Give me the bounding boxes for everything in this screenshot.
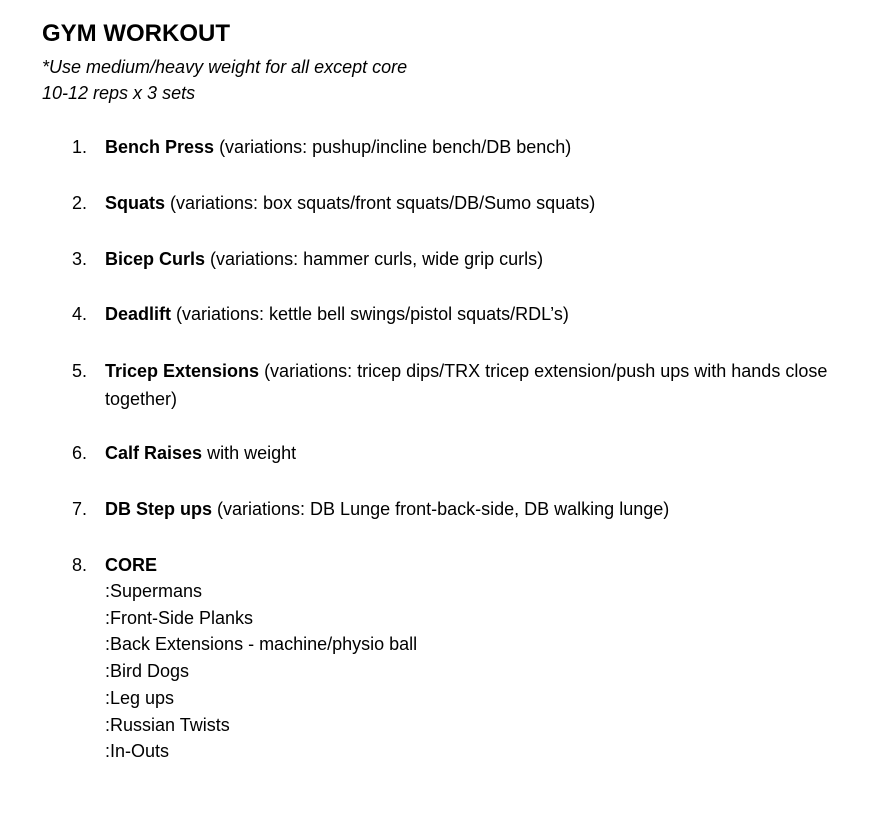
exercise-name: Bench Press — [105, 137, 215, 157]
exercise-name: Squats — [105, 193, 166, 213]
core-exercise: :Back Extensions - machine/physio ball — [105, 634, 418, 655]
exercise-name: Deadlift — [105, 304, 172, 324]
exercise-detail: (variations: hammer curls, wide grip curls) — [205, 249, 544, 269]
weight-note: *Use medium/heavy weight for all except core — [42, 57, 408, 77]
list-item-number: 3. — [72, 249, 88, 269]
list-item-number: 1. — [72, 137, 88, 157]
core-exercise-list — [105, 578, 417, 765]
list-item-body — [105, 439, 850, 467]
exercise-detail: (variations: DB Lunge front-back-side, DB walking lunge) — [212, 499, 670, 519]
reps-note: 10-12 reps x 3 sets — [42, 83, 196, 103]
list-item-number: 2. — [72, 193, 88, 213]
core-exercise: :In-Outs — [105, 741, 170, 762]
exercise-name: Calf Raises — [105, 443, 203, 463]
core-exercise: :Russian Twists — [105, 714, 230, 735]
list-item-number: 8. — [72, 555, 88, 575]
exercise-detail: (variations: tricep dips/TRX tricep extension/push ups with hands close together) — [105, 361, 828, 409]
exercise-detail: (variations: kettle bell swings/pistol squats/RDL’s) — [171, 304, 569, 324]
list-item-body — [105, 245, 850, 273]
core-exercise: :Leg ups — [105, 687, 175, 708]
list-item-body — [105, 551, 850, 579]
list-item-body — [105, 357, 850, 413]
exercise-name: Tricep Extensions — [105, 361, 260, 381]
exercise-name: DB Step ups — [105, 499, 213, 519]
exercise-detail: (variations: pushup/incline bench/DB bench) — [214, 137, 572, 157]
core-exercise: :Supermans — [105, 581, 203, 601]
list-item-body — [105, 300, 850, 328]
list-item-number: 6. — [72, 443, 88, 463]
core-exercise: :Front-Side Planks — [105, 607, 254, 628]
list-item-number: 5. — [72, 361, 88, 381]
list-item-number: 7. — [72, 499, 88, 519]
list-item-body — [105, 133, 850, 161]
exercise-detail: with weight — [202, 443, 297, 463]
list-item-number: 4. — [72, 304, 88, 324]
exercise-detail: (variations: box squats/front squats/DB/Sumo squats) — [165, 193, 596, 213]
list-item-body — [105, 495, 850, 523]
core-exercise: :Bird Dogs — [105, 661, 190, 682]
document-title: GYM WORKOUT — [42, 20, 230, 47]
exercise-name: Bicep Curls — [105, 249, 206, 269]
exercise-name: CORE — [105, 555, 158, 575]
list-item-body — [105, 189, 850, 217]
